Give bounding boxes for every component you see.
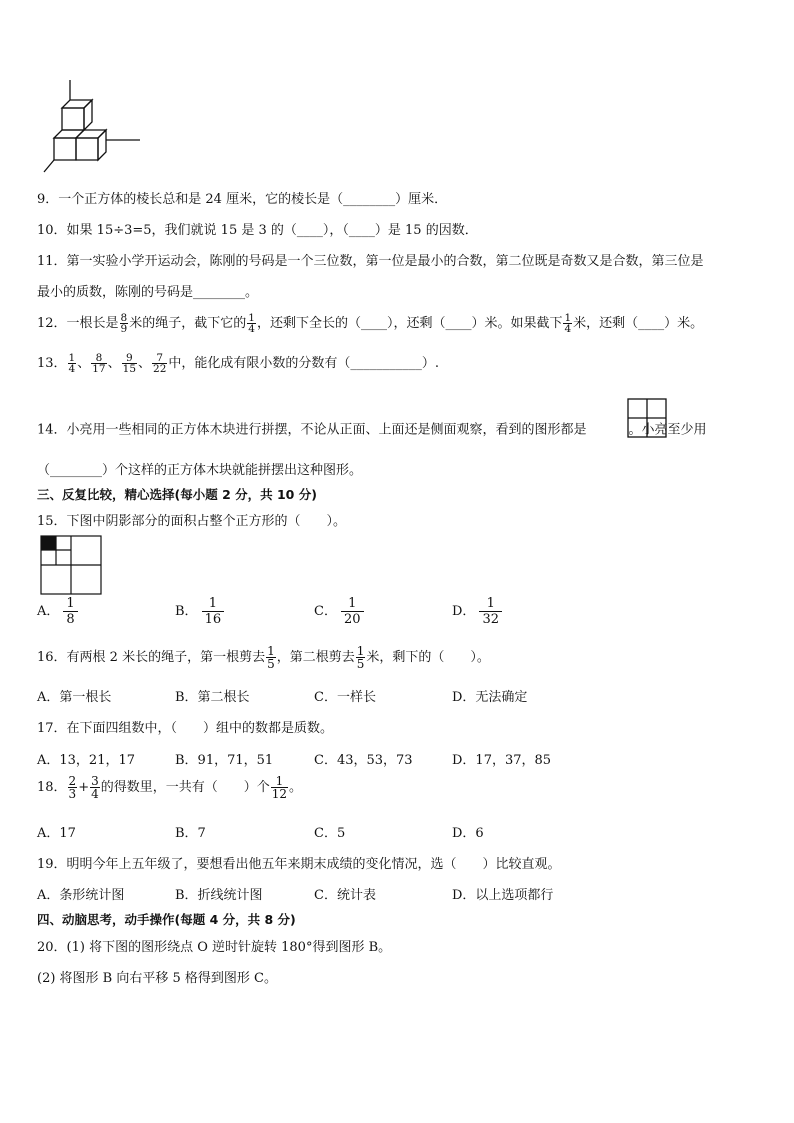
- q18-number: 18．: [37, 780, 67, 795]
- denominator: 8: [66, 611, 75, 627]
- question-15: 15．下图中阴影部分的面积占整个正方形的（ ）。: [37, 514, 347, 529]
- section-3-heading: 三、反复比较，精心选择(每小题 2 分，共 10 分): [37, 487, 317, 502]
- separator: 、: [138, 356, 152, 371]
- q15-option-b[interactable]: [175, 597, 224, 626]
- option-label: C．: [314, 604, 337, 620]
- fraction-1-4: [563, 313, 572, 335]
- fraction-1-12: [271, 775, 288, 800]
- numerator: 1: [68, 351, 76, 364]
- numerator: 1: [341, 597, 364, 612]
- q12-text-1: 12．一根长是: [37, 316, 119, 331]
- option-label: B．: [175, 604, 198, 620]
- numerator: 8: [120, 311, 128, 324]
- option-label: A．: [37, 604, 60, 620]
- denominator: 4: [68, 363, 76, 375]
- fraction-option: [122, 353, 137, 375]
- denominator: 4: [248, 323, 255, 335]
- denominator: 16: [204, 611, 222, 627]
- denominator: 4: [91, 787, 99, 801]
- q12-text-4: 米，还剩（____）米。: [573, 316, 704, 331]
- denominator: 5: [356, 657, 365, 671]
- numerator: 8: [91, 353, 106, 365]
- q14-text-2: 。小亮至少用: [628, 422, 707, 438]
- question-14-line2: （________）个这样的正方体木块就能拼摆出这种图形。: [37, 463, 363, 478]
- option-label: D．: [452, 604, 476, 620]
- q18-option-d[interactable]: D．6: [452, 826, 484, 841]
- question-12: [37, 312, 703, 335]
- q19-option-b[interactable]: B．折线统计图: [175, 888, 263, 903]
- q19-option-d[interactable]: D．以上选项都行: [452, 888, 554, 903]
- shaded-square-figure: [40, 535, 102, 595]
- fraction-option: [91, 353, 106, 375]
- question-19: 19．明明今年上五年级了，要想看出他五年来期末成绩的变化情况，选（ ）比较直观。: [37, 857, 561, 872]
- q13-text: 中，能化成有限小数的分数有（___________）.: [168, 356, 440, 371]
- fraction-option: [152, 353, 167, 375]
- denominator: 9: [120, 323, 128, 335]
- numerator: 1: [63, 597, 77, 612]
- numerator: 9: [122, 353, 137, 365]
- q16-text-3: 米，剩下的（ ）。: [366, 650, 490, 665]
- question-10: 10．如果 15÷3=5，我们就说 15 是 3 的（____），（____）是 15 的因数．: [37, 223, 478, 238]
- question-20-line2: (2) 将图形 B 向右平移 5 格得到图形 C。: [37, 971, 277, 986]
- option-fraction: [63, 597, 77, 626]
- four-square-grid-figure: [627, 398, 667, 438]
- question-14-line1: [37, 411, 707, 449]
- q16-option-a[interactable]: A．第一根长: [37, 690, 112, 705]
- option-fraction: [479, 597, 502, 626]
- fraction-8-9: [120, 313, 129, 335]
- q18-option-b[interactable]: B．7: [175, 826, 206, 841]
- separator: 、: [107, 356, 121, 371]
- denominator: 32: [482, 611, 499, 627]
- fraction-1-5: [266, 645, 276, 670]
- question-17: 17．在下面四组数中，（ ）组中的数都是质数。: [37, 721, 334, 736]
- q19-option-c[interactable]: C．统计表: [314, 888, 376, 903]
- denominator: 5: [267, 657, 275, 671]
- numerator: 1: [248, 311, 255, 324]
- denominator: 17: [92, 363, 106, 375]
- q19-option-a[interactable]: A．条形统计图: [37, 888, 125, 903]
- question-20-line1: 20．(1) 将下图的图形绕点 O 逆时针旋转 180°得到图形 B。: [37, 940, 392, 955]
- numerator: 1: [356, 644, 365, 658]
- question-18: [37, 775, 302, 800]
- q18-text-2: 。: [289, 780, 303, 795]
- question-13: [37, 352, 439, 375]
- numerator: 1: [564, 311, 572, 324]
- q17-option-d[interactable]: D．17，37，85: [452, 753, 552, 768]
- separator: 、: [77, 356, 91, 371]
- fraction-1-4: [247, 313, 256, 335]
- question-16: [37, 645, 490, 670]
- q16-text-1: 16．有两根 2 米长的绳子，第一根剪去: [37, 650, 266, 665]
- q18-option-c[interactable]: C．5: [314, 826, 346, 841]
- q15-option-c[interactable]: [314, 597, 364, 626]
- numerator: 2: [68, 774, 77, 788]
- numerator: 7: [152, 353, 167, 365]
- fraction-1-5: [356, 645, 366, 670]
- q16-text-2: ，第二根剪去: [276, 650, 355, 665]
- q18-option-a[interactable]: A．17: [37, 826, 76, 841]
- q17-option-b[interactable]: B．91，71，51: [175, 753, 274, 768]
- q17-option-c[interactable]: C．43，53，73: [314, 753, 413, 768]
- fraction-option: [68, 353, 77, 375]
- q15-option-a[interactable]: [37, 597, 78, 626]
- fraction-3-4: [90, 775, 100, 800]
- denominator: 20: [343, 611, 361, 627]
- q16-option-d[interactable]: D．无法确定: [452, 690, 528, 705]
- denominator: 15: [122, 363, 137, 375]
- q18-text-1: 的得数里，一共有（ ）个: [100, 780, 270, 795]
- q16-option-b[interactable]: B．第二根长: [175, 690, 250, 705]
- numerator: 1: [202, 597, 225, 612]
- numerator: 1: [267, 644, 275, 658]
- question-11-line2: 最小的质数，陈刚的号码是________。: [37, 285, 259, 300]
- q12-text-2: 米的绳子，截下它的: [129, 316, 247, 331]
- q13-number: 13．: [37, 356, 67, 371]
- denominator: 4: [564, 323, 572, 335]
- numerator: 1: [271, 775, 288, 788]
- section-4-heading: 四、动脑思考，动手操作(每题 4 分，共 8 分): [37, 912, 296, 927]
- fraction-2-3: [68, 775, 78, 800]
- q14-text-1: 14．小亮用一些相同的正方体木块进行拼摆，不论从正面、上面还是侧面观察，看到的图形都是: [37, 422, 587, 438]
- numerator: 3: [91, 774, 99, 788]
- plus-sign: +: [78, 780, 90, 795]
- numerator: 1: [479, 597, 502, 612]
- q17-option-a[interactable]: A．13，21，17: [37, 753, 136, 768]
- q15-option-d[interactable]: [452, 597, 502, 626]
- denominator: 22: [153, 363, 167, 375]
- cube-stack-figure: [40, 78, 150, 174]
- denominator: 12: [271, 787, 288, 801]
- question-11-line1: 11．第一实验小学开运动会，陈刚的号码是一个三位数，第一位是最小的合数，第二位既是奇数又是合数，第三位是: [37, 254, 704, 269]
- option-fraction: [341, 597, 364, 626]
- four-square-icon: [589, 411, 627, 449]
- q12-text-3: ，还剩下全长的（____），还剩（____）米。如果截下: [256, 316, 563, 331]
- q16-option-c[interactable]: C．一样长: [314, 690, 376, 705]
- option-fraction: [202, 597, 225, 626]
- question-9: 9．一个正方体的棱长总和是 24 厘米，它的棱长是（________）厘米．: [37, 192, 448, 207]
- denominator: 3: [68, 787, 77, 801]
